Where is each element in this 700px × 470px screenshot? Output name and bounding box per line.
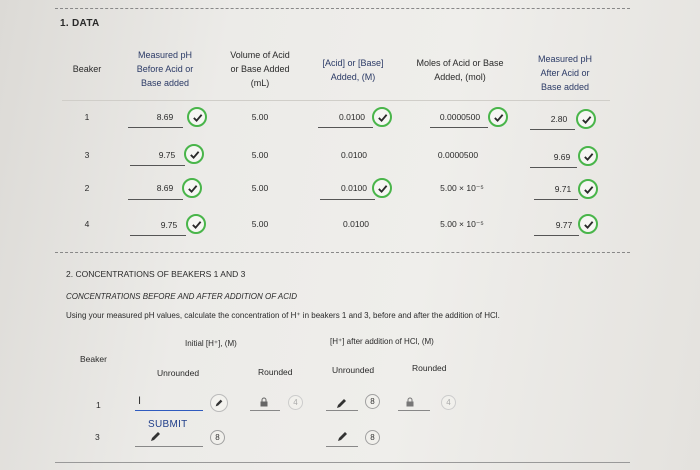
input-underline bbox=[430, 127, 488, 128]
edit-pencil-icon[interactable] bbox=[210, 394, 228, 412]
volume-value: 5.00 bbox=[251, 150, 269, 160]
pencil-icon[interactable] bbox=[336, 397, 348, 409]
input-underline bbox=[318, 127, 373, 128]
input-underline bbox=[320, 199, 375, 200]
moles-value: 0.0000500 bbox=[437, 150, 479, 160]
header-unrounded-after: Unrounded bbox=[332, 365, 375, 375]
header-acid-base-conc: [Acid] or [Base] Added, (M) bbox=[322, 58, 384, 82]
correct-check-icon bbox=[186, 214, 206, 234]
conc-value[interactable]: 0.0100 bbox=[339, 112, 365, 122]
divider-bottom bbox=[55, 462, 630, 463]
rounded-initial-input[interactable] bbox=[250, 410, 280, 411]
correct-check-icon bbox=[578, 214, 598, 234]
header-ph-after: Measured pH After Acid or Base added bbox=[537, 54, 593, 92]
header-moles: Moles of Acid or Base Added, (mol) bbox=[416, 58, 504, 82]
section-1-title: 1. DATA bbox=[60, 18, 100, 29]
ph-after-value[interactable]: 9.77 bbox=[555, 220, 573, 230]
header-unrounded-initial: Unrounded bbox=[157, 368, 200, 378]
moles-value: 5.00 × 10⁻⁵ bbox=[440, 183, 484, 193]
input-underline bbox=[130, 235, 186, 236]
header-beaker: Beaker bbox=[72, 64, 102, 74]
input-underline bbox=[530, 129, 575, 130]
moles-value: 5.00 × 10⁻⁵ bbox=[440, 219, 484, 229]
beaker-number: 1 bbox=[96, 400, 101, 410]
correct-check-icon bbox=[578, 179, 598, 199]
beaker-number: 3 bbox=[84, 150, 90, 160]
unrounded-after-input[interactable] bbox=[326, 410, 358, 411]
unrounded-after-input[interactable] bbox=[326, 446, 358, 447]
correct-check-icon bbox=[184, 144, 204, 164]
ph-before-value[interactable]: 9.75 bbox=[158, 150, 176, 160]
volume-value: 5.00 bbox=[251, 183, 269, 193]
input-underline bbox=[534, 235, 579, 236]
significant-figures-badge: 8 bbox=[365, 394, 380, 409]
header-beaker-2: Beaker bbox=[80, 354, 107, 364]
header-after-h: [H⁺] after addition of HCl, (M) bbox=[330, 337, 434, 346]
divider-top bbox=[55, 8, 630, 9]
pencil-icon[interactable] bbox=[150, 430, 162, 442]
beaker-number: 4 bbox=[84, 219, 90, 229]
ph-before-value[interactable]: 9.75 bbox=[160, 220, 178, 230]
significant-figures-badge: 8 bbox=[210, 430, 225, 445]
volume-value: 5.00 bbox=[251, 112, 269, 122]
unrounded-initial-input[interactable] bbox=[135, 410, 203, 411]
submit-button[interactable]: SUBMIT bbox=[148, 419, 188, 430]
correct-check-icon bbox=[488, 107, 508, 127]
ph-before-value[interactable]: 8.69 bbox=[156, 183, 174, 193]
header-ph-before: Measured pH Before Acid or Base added bbox=[136, 50, 194, 88]
ph-after-value[interactable]: 9.69 bbox=[553, 152, 571, 162]
lock-icon bbox=[259, 397, 269, 407]
input-underline bbox=[530, 167, 577, 168]
lock-icon bbox=[405, 397, 415, 407]
ph-after-value[interactable]: 9.71 bbox=[554, 184, 572, 194]
unrounded-initial-input[interactable] bbox=[135, 446, 203, 447]
correct-check-icon bbox=[576, 109, 596, 129]
correct-check-icon bbox=[372, 178, 392, 198]
ph-before-value[interactable]: 8.69 bbox=[156, 112, 174, 122]
conc-value[interactable]: 0.0100 bbox=[341, 183, 367, 193]
header-initial-h: Initial [H⁺], (M) bbox=[185, 339, 237, 348]
section-2-subtitle: CONCENTRATIONS BEFORE AND AFTER ADDITION OF ACID bbox=[66, 292, 297, 301]
significant-figures-badge: 8 bbox=[365, 430, 380, 445]
ph-after-value[interactable]: 2.80 bbox=[550, 114, 568, 124]
beaker-number: 2 bbox=[84, 183, 90, 193]
header-volume: Volume of Acid or Base Added (mL) bbox=[230, 50, 290, 88]
table-divider bbox=[62, 100, 610, 101]
beaker-number: 1 bbox=[84, 112, 90, 122]
header-rounded-initial: Rounded bbox=[258, 367, 293, 377]
pencil-icon[interactable] bbox=[337, 430, 349, 442]
rounded-after-input[interactable] bbox=[398, 410, 430, 411]
header-rounded-after: Rounded bbox=[412, 363, 447, 373]
correct-check-icon bbox=[182, 178, 202, 198]
input-underline bbox=[534, 199, 578, 200]
significant-figures-badge: 4 bbox=[288, 395, 303, 410]
input-underline bbox=[130, 165, 185, 166]
correct-check-icon bbox=[187, 107, 207, 127]
section-2-title: 2. CONCENTRATIONS OF BEAKERS 1 AND 3 bbox=[66, 269, 246, 279]
significant-figures-badge: 4 bbox=[441, 395, 456, 410]
input-underline bbox=[128, 199, 183, 200]
instructions-text: Using your measured pH values, calculate the concentration of H⁺ in beakers 1 and 3, before and after the addition of HCl. bbox=[66, 311, 500, 320]
conc-value: 0.0100 bbox=[341, 150, 367, 160]
text-cursor: I bbox=[138, 395, 142, 407]
correct-check-icon bbox=[372, 107, 392, 127]
correct-check-icon bbox=[578, 146, 598, 166]
moles-value[interactable]: 0.0000500 bbox=[439, 112, 481, 122]
conc-value: 0.0100 bbox=[343, 219, 369, 229]
divider-section bbox=[55, 252, 630, 253]
volume-value: 5.00 bbox=[251, 219, 269, 229]
beaker-number: 3 bbox=[95, 432, 100, 442]
input-underline bbox=[128, 127, 183, 128]
